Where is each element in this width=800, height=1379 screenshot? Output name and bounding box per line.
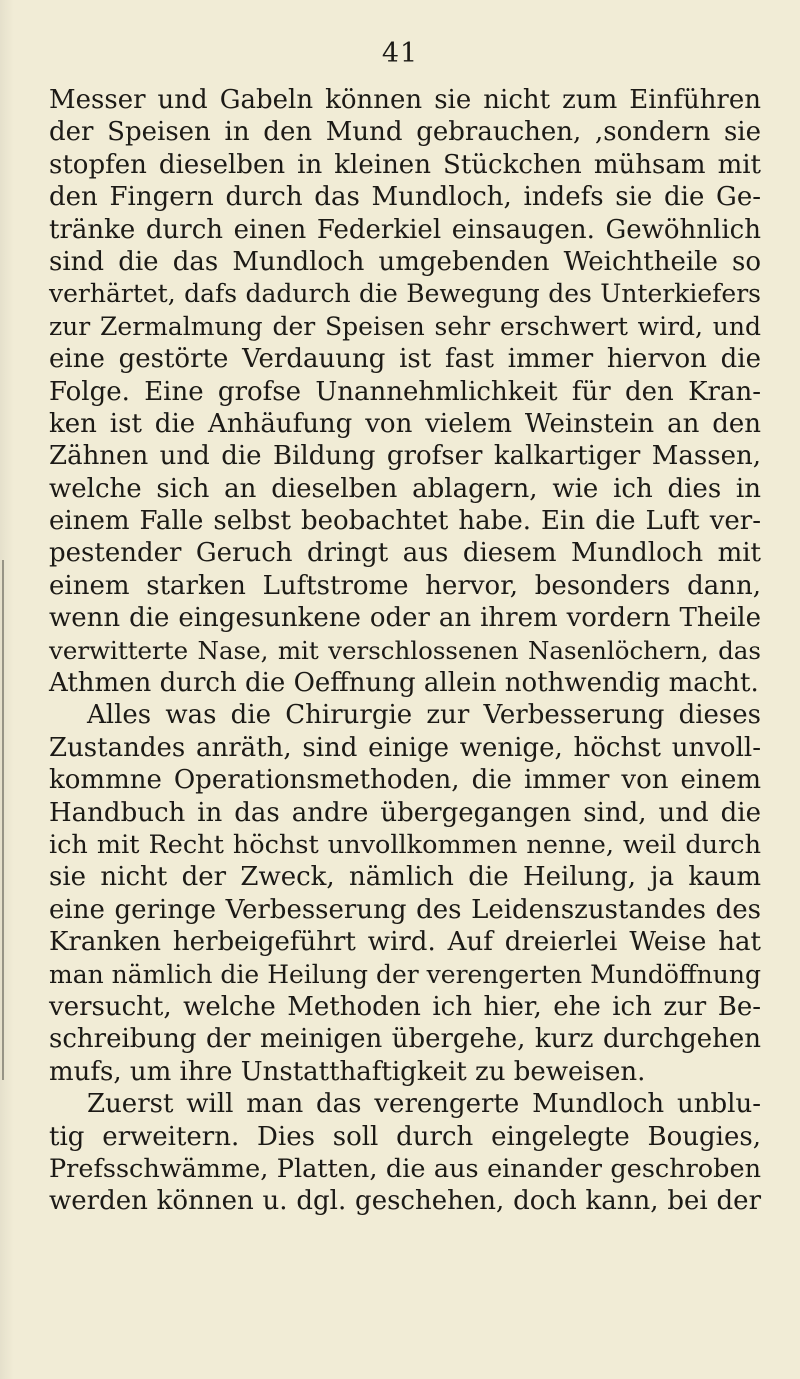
text-line: werden können u. dgl. geschehen, doch kann, bei der xyxy=(49,1186,761,1217)
text-line: einem starken Luftstrome hervor, besonders dann, xyxy=(49,570,761,601)
page-number: 41 xyxy=(381,38,419,69)
text-line: zur Zermalmung der Speisen sehr erschwert wird, und xyxy=(49,311,761,341)
page-edge-shadow xyxy=(2,560,4,1080)
text-line: ich mit Recht höchst unvollkommen nenne, weil durch xyxy=(49,829,761,860)
paragraph-start-line: Zuerst will man das verengerte Mundloch unblu- xyxy=(87,1089,761,1120)
text-line: versucht, welche Methoden ich hier, ehe ich zur Be- xyxy=(49,991,761,1022)
text-line: eine gestörte Verdauung ist fast immer hiervon die xyxy=(49,344,761,375)
text-line: verwitterte Nase, mit verschlossenen Nasenlöchern, das xyxy=(49,635,761,665)
text-line: der Speisen in den Mund gebrauchen, ,sondern sie xyxy=(49,117,761,148)
text-line: sie nicht der Zweck, nämlich die Heilung, ja kaum xyxy=(49,862,761,893)
text-line: Prefsschwämme, Platten, die aus einander geschroben xyxy=(49,1153,761,1184)
text-line: wenn die eingesunkene oder an ihrem vordern Theile xyxy=(49,603,761,634)
text-line: verhärtet, dafs dadurch die Bewegung des Unterkiefers xyxy=(49,279,761,309)
text-line: Folge. Eine grofse Unannehmlichkeit für den Kran- xyxy=(49,376,761,407)
paragraph-end-line: mufs, um ihre Unstatthaftigkeit zu beweisen. xyxy=(49,1056,646,1087)
text-line: sind die das Mundloch umgebenden Weichtheile so xyxy=(49,246,761,277)
text-line: schreibung der meinigen übergehe, kurz durchgehen xyxy=(49,1024,761,1055)
text-line: kommne Operationsmethoden, die immer von einem xyxy=(49,765,761,796)
text-line: tränke durch einen Federkiel einsaugen. Gewöhnlich xyxy=(49,214,761,245)
text-line: stopfen dieselben in kleinen Stückchen mühsam mit xyxy=(49,149,761,180)
text-line: Messer und Gabeln können sie nicht zum Einführen xyxy=(49,85,761,115)
text-line: einem Falle selbst beobachtet habe. Ein die Luft ver- xyxy=(49,506,761,537)
text-line: ken ist die Anhäufung von vielem Weinstein an den xyxy=(49,408,761,439)
text-line: Kranken herbeigeführt wird. Auf dreierlei Weise hat xyxy=(49,927,761,958)
paragraph-end-line: Athmen durch die Oeffnung allein nothwendig macht. xyxy=(49,668,759,699)
paragraph-start-line: Alles was die Chirurgie zur Verbesserung dieses xyxy=(87,700,761,731)
text-line: Zähnen und die Bildung grofser kalkartiger Massen, xyxy=(49,441,761,472)
text-line: Zustandes anräth, sind einige wenige, höchst unvoll- xyxy=(49,732,761,763)
body-text xyxy=(49,84,761,1218)
text-line: man nämlich die Heilung der verengerten Mundöffnung xyxy=(49,959,761,989)
text-line: tig erweitern. Dies soll durch eingelegte Bougies, xyxy=(49,1121,761,1152)
text-line: pestender Geruch dringt aus diesem Mundloch mit xyxy=(49,538,761,569)
text-line: den Fingern durch das Mundloch, indefs sie die Ge- xyxy=(49,182,761,213)
text-line: welche sich an dieselben ablagern, wie ich dies in xyxy=(49,473,761,504)
text-line: eine geringe Verbesserung des Leidenszustandes des xyxy=(49,894,761,925)
text-line: Handbuch in das andre übergegangen sind, und die xyxy=(49,797,761,828)
